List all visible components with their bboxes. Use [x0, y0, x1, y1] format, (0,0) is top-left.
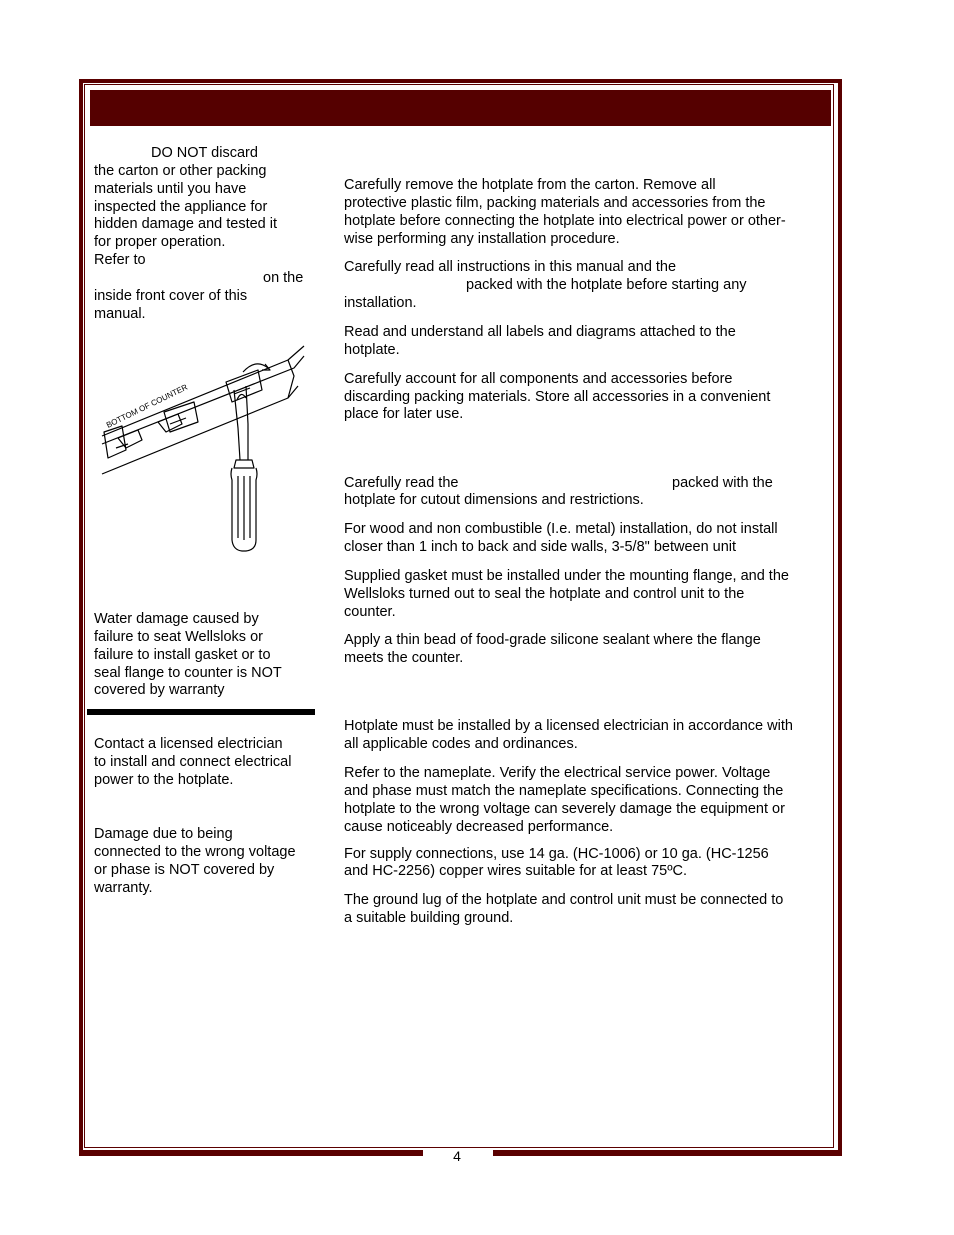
note-line: failure to seat Wellsloks or: [94, 629, 263, 645]
paragraph-line: hotplate for cutout dimensions and restrictions.: [344, 492, 644, 508]
paragraph-line: Hotplate must be installed by a licensed electrician in accordance with: [344, 718, 793, 734]
note-line: inside front cover of this: [94, 288, 248, 304]
illustration-label: BOTTOM OF COUNTER: [104, 382, 190, 430]
note-line: Refer to: [94, 252, 146, 268]
section-header-bar: [90, 90, 831, 126]
page-frame-bottom-left: [79, 1150, 423, 1156]
page-frame-right: [838, 79, 842, 1156]
paragraph-line: packed with the hotplate before starting any: [466, 277, 747, 293]
paragraph-line: Carefully remove the hotplate from the carton. Remove all: [344, 177, 716, 193]
paragraph-line: Apply a thin bead of food-grade silicone sealant where the flange: [344, 632, 761, 648]
page-number: 4: [453, 1148, 461, 1164]
note-line: warranty.: [94, 880, 153, 896]
note-line: inspected the appliance for: [94, 199, 268, 215]
page-frame-top: [79, 79, 842, 83]
note-line: or phase is NOT covered by: [94, 862, 275, 878]
page-frame-bottom-right: [493, 1150, 842, 1156]
paragraph-line: place for later use.: [344, 406, 464, 422]
paragraph-line: Carefully account for all components and accessories before: [344, 371, 733, 387]
paragraph-line: all applicable codes and ordinances.: [344, 736, 578, 752]
paragraph-line: The ground lug of the hotplate and control unit must be connected to: [344, 892, 784, 908]
note-line: on the: [263, 270, 304, 286]
note-line: hidden damage and tested it: [94, 216, 277, 232]
paragraph-line: packed with the: [672, 475, 773, 491]
paragraph-line: counter.: [344, 604, 396, 620]
note-line: power to the hotplate.: [94, 772, 234, 788]
paragraph-line: meets the counter.: [344, 650, 464, 666]
paragraph-line: hotplate to the wrong voltage can severely damage the equipment or: [344, 801, 785, 817]
paragraph-line: For wood and non combustible (I.e. metal) installation, do not install: [344, 521, 778, 537]
page-frame-left: [79, 79, 83, 1156]
note-line: covered by warranty: [94, 682, 225, 698]
paragraph-line: Carefully read all instructions in this manual and the: [344, 259, 677, 275]
paragraph-line: protective plastic film, packing materials and accessories from the: [344, 195, 766, 211]
paragraph-line: Wellsloks turned out to seal the hotplate and control unit to the: [344, 586, 745, 602]
paragraph-line: and HC-2256) copper wires suitable for at least 75ºC.: [344, 863, 687, 879]
note-line: seal flange to counter is NOT: [94, 665, 282, 681]
note-line: to install and connect electrical: [94, 754, 292, 770]
paragraph-line: Carefully read the: [344, 475, 459, 491]
paragraph-line: and phase must match the nameplate specifications. Connecting the: [344, 783, 784, 799]
paragraph-line: closer than 1 inch to back and side walls, 3-5/8" between unit: [344, 539, 737, 555]
note-line: the carton or other packing: [94, 163, 267, 179]
note-line: Contact a licensed electrician: [94, 736, 283, 752]
paragraph-line: wise performing any installation procedure.: [344, 231, 620, 247]
wellslok-screwdriver-illustration: [98, 340, 308, 555]
paragraph-line: hotplate.: [344, 342, 400, 358]
paragraph-line: discarding packing materials. Store all accessories in a convenient: [344, 389, 771, 405]
note-line: for proper operation.: [94, 234, 226, 250]
note-line: connected to the wrong voltage: [94, 844, 296, 860]
paragraph-line: Supplied gasket must be installed under the mounting flange, and the: [344, 568, 789, 584]
note-line: DO NOT discard: [151, 145, 258, 161]
paragraph-line: a suitable building ground.: [344, 910, 514, 926]
paragraph-line: installation.: [344, 295, 417, 311]
section-divider: [87, 709, 315, 715]
paragraph-line: Read and understand all labels and diagrams attached to the: [344, 324, 736, 340]
note-line: failure to install gasket or to: [94, 647, 271, 663]
note-line: Damage due to being: [94, 826, 233, 842]
note-line: materials until you have: [94, 181, 247, 197]
note-line: Water damage caused by: [94, 611, 259, 627]
paragraph-line: Refer to the nameplate. Verify the electrical service power. Voltage: [344, 765, 771, 781]
paragraph-line: For supply connections, use 14 ga. (HC-1006) or 10 ga. (HC-1256: [344, 846, 769, 862]
paragraph-line: cause noticeably decreased performance.: [344, 819, 614, 835]
note-line: manual.: [94, 306, 146, 322]
paragraph-line: hotplate before connecting the hotplate into electrical power or other-: [344, 213, 786, 229]
